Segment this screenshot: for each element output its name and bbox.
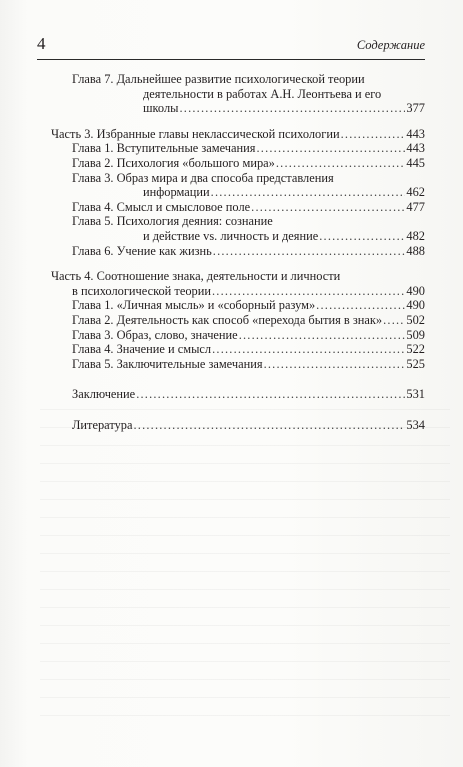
toc-entry-part-3[interactable] (51, 127, 425, 142)
toc-page-number: 509 (406, 327, 425, 342)
toc-page-number: 490 (406, 298, 425, 313)
toc-page-number: 502 (406, 312, 425, 327)
toc-entry-part3-chapter-4[interactable] (51, 200, 425, 215)
toc-page-number: 482 (406, 228, 425, 243)
toc-entry-label: Глава 2. Деятельность как способ «перехода бытия в знак» (72, 312, 383, 327)
dot-leader (212, 342, 405, 357)
toc-entry-part-4[interactable] (51, 269, 425, 298)
toc-entry-part3-chapter-5[interactable] (51, 214, 425, 243)
toc-page-number: 443 (406, 141, 425, 156)
toc-part-title: в психологической теории (72, 283, 211, 298)
dot-leader (179, 101, 405, 116)
page-header (37, 34, 425, 56)
toc-entry-label: Заключение (72, 387, 136, 402)
dot-leader (213, 244, 406, 259)
dot-leader (212, 284, 405, 299)
toc-entry-part3-chapter-3[interactable] (51, 171, 425, 200)
toc-entry-part4-chapter-4[interactable] (51, 342, 425, 357)
toc-entry-label: школы (143, 101, 179, 116)
dot-leader (319, 229, 405, 244)
toc-entry-label: Литература (72, 417, 133, 432)
table-of-contents (51, 72, 425, 432)
toc-entry-label: деятельности в работах А.Н. Леонтьева и его (143, 86, 382, 101)
toc-page-number: 462 (406, 185, 425, 200)
toc-entry-part4-chapter-5[interactable] (51, 357, 425, 372)
toc-entry-chapter-7[interactable] (51, 72, 425, 116)
toc-entry-label: Глава 6. Учение как жизнь (72, 243, 212, 258)
running-title: Содержание (356, 38, 425, 52)
show-through-background (40, 400, 450, 720)
toc-entry-part3-chapter-6[interactable] (51, 244, 425, 259)
toc-entry-label: и действие vs. личность и деяние (143, 228, 319, 243)
toc-page-number: 522 (406, 342, 425, 357)
toc-page-number: 490 (406, 283, 425, 298)
dot-leader (251, 200, 405, 215)
toc-entry-part4-chapter-3[interactable] (51, 328, 425, 343)
dot-leader (136, 387, 405, 402)
toc-entry-label: информации (143, 185, 210, 200)
toc-page-number: 443 (406, 126, 425, 141)
dot-leader (316, 298, 405, 313)
toc-entry-label: Глава 4. Значение и смысл (72, 342, 212, 357)
dot-leader (133, 418, 405, 433)
toc-entry-part3-chapter-1[interactable] (51, 141, 425, 156)
toc-entry-conclusion[interactable] (51, 387, 425, 402)
toc-entry-label: Глава 7. Дальнейшее развитие психологической теории (72, 72, 365, 86)
dot-leader (341, 127, 406, 142)
toc-entry-label: Глава 1. «Личная мысль» и «соборный разум» (72, 298, 316, 313)
toc-page-number: 525 (406, 356, 425, 371)
toc-page-number: 477 (406, 199, 425, 214)
toc-entry-part4-chapter-2[interactable] (51, 313, 425, 328)
toc-page-number: 534 (406, 417, 425, 432)
toc-entry-label: Глава 4. Смысл и смысловое поле (72, 199, 251, 214)
toc-entry-literature[interactable] (51, 418, 425, 433)
toc-page-number: 377 (406, 101, 425, 116)
toc-entry-label: Глава 1. Вступительные замечания (72, 141, 256, 156)
toc-page-number: 531 (406, 387, 425, 402)
toc-entry-label: Глава 5. Психология деяния: сознание (72, 214, 273, 229)
toc-entry-label: Глава 3. Образ, слово, значение (72, 327, 238, 342)
header-rule (37, 59, 425, 60)
dot-leader (256, 141, 405, 156)
dot-leader (383, 313, 405, 328)
dot-leader (211, 185, 406, 200)
toc-entry-part3-chapter-2[interactable] (51, 156, 425, 171)
toc-part-title: Часть 4. Соотношение знака, деятельности и личности (51, 269, 341, 284)
toc-entry-label: Глава 5. Заключительные замечания (72, 356, 263, 371)
dot-leader (239, 328, 406, 343)
toc-page-number: 445 (406, 155, 425, 170)
toc-entry-part4-chapter-1[interactable] (51, 298, 425, 313)
toc-part-title: Часть 3. Избранные главы неклассической психологии (51, 126, 340, 141)
toc-page-number: 488 (406, 243, 425, 258)
toc-entry-label: Глава 3. Образ мира и два способа представления (72, 170, 334, 185)
dot-leader (276, 156, 406, 171)
toc-entry-label: Глава 2. Психология «большого мира» (72, 155, 275, 170)
page-number: 4 (37, 34, 46, 53)
dot-leader (264, 357, 406, 372)
